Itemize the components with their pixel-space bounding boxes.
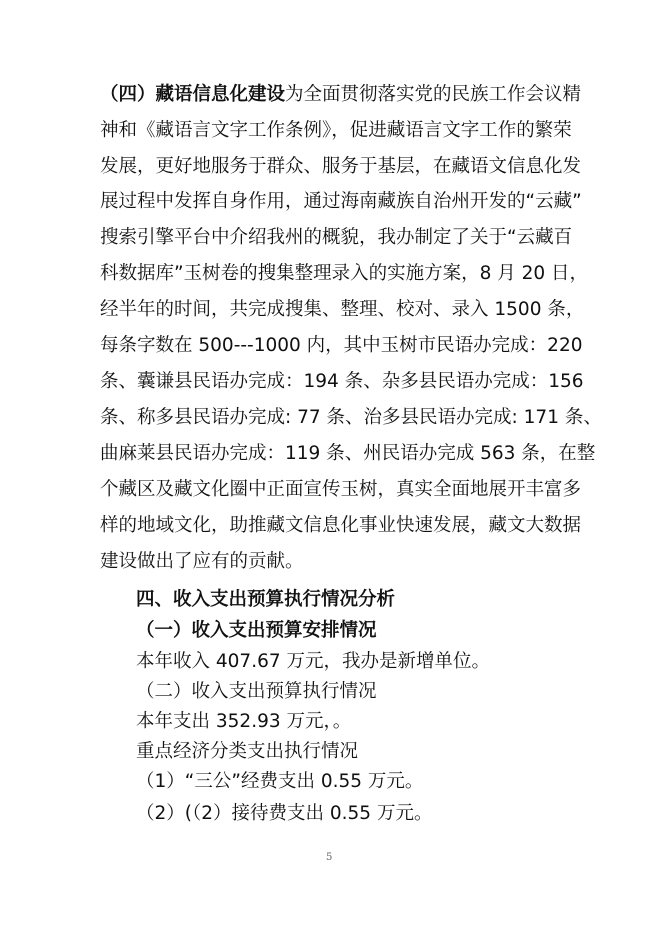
- expense-item: （1）“三公”经费支出 0.55 万元。: [136, 771, 424, 792]
- paragraph-line: 样的地域文化，助推藏文信息化事业快速发展，藏文大数据: [100, 515, 582, 536]
- subsection-heading: （一）收入支出预算安排情况: [136, 620, 377, 641]
- paragraph-line: 曲麻莱县民语办完成：119 条、州民语办完成 563 条，在整: [100, 443, 596, 464]
- expense-text: 本年支出 352.93 万元，。: [136, 711, 352, 732]
- key-expense-heading: 重点经济分类支出执行情况: [136, 741, 359, 762]
- paragraph-line: 经半年的时间，共完成搜集、整理、校对、录入 1500 条，: [100, 299, 585, 320]
- subsection-heading-informatization: （四）藏语信息化建设: [100, 84, 286, 105]
- paragraph-line: 神和《藏语言文字工作条例》，促进藏语言文字工作的繁荣: [100, 120, 572, 141]
- income-text: 本年收入 407.67 万元，我办是新增单位。: [136, 651, 490, 672]
- paragraph-line: 科数据库”玉树卷的搜集整理录入的实施方案，8 月 20 日，: [100, 263, 589, 284]
- section-heading: 四、收入支出预算执行情况分析: [136, 589, 396, 610]
- expense-item: （2）(（2）接待费支出 0.55 万元。: [136, 803, 433, 824]
- paragraph-line: 个藏区及藏文化圈中正面宣传玉树，真实全面地展开丰富多: [100, 479, 582, 500]
- paragraph-line: 条、囊谦县民语办完成：194 条、杂多县民语办完成：156: [100, 371, 584, 392]
- subsection-heading: （二）收入支出预算执行情况: [136, 681, 377, 702]
- paragraph-line: 发展，更好地服务于群众、服务于基层，在藏语文信息化发: [100, 156, 582, 177]
- paragraph-line: 搜索引擎平台中介绍我州的概貌，我办制定了关于“云藏百: [100, 227, 573, 248]
- paragraph-line: 展过程中发挥自身作用，通过海南藏族自治州开发的“云藏”: [100, 191, 582, 212]
- page-number: 5: [326, 852, 333, 863]
- paragraph-line: （四）藏语信息化建设为全面贯彻落实党的民族工作会议精: [100, 84, 582, 105]
- paragraph-line: 条、称多县民语办完成: 77 条、治多县民语办完成: 171 条、: [100, 407, 602, 428]
- paragraph-line: 建设做出了应有的贡献。: [100, 551, 304, 572]
- paragraph-line: 每条字数在 500---1000 内，其中玉树市民语办完成：220: [100, 335, 583, 356]
